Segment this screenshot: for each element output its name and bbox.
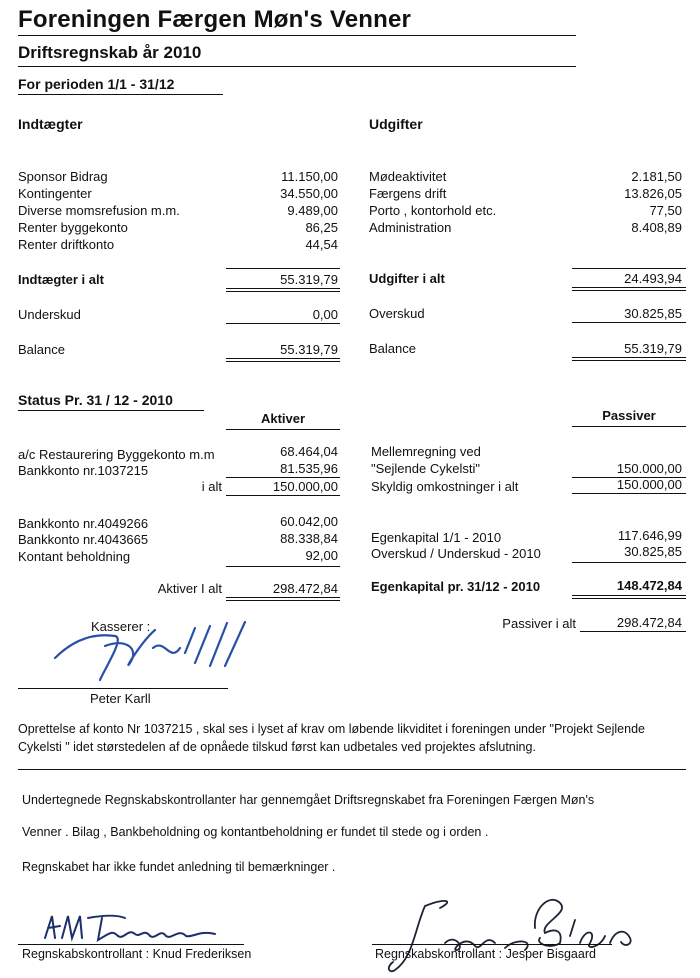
- liab-line1: Mellemregning ved: [371, 444, 481, 459]
- cashier-label: Kasserer :: [91, 619, 151, 634]
- expense-total-rule: [572, 268, 686, 269]
- income-heading: Indtægter: [18, 116, 83, 132]
- liab-line2-value: 150.000,00: [616, 461, 682, 476]
- income-item-value: 11.150,00: [281, 169, 338, 184]
- auditor1-signature: [40, 908, 230, 948]
- income-item-value: 34.550,00: [280, 186, 338, 201]
- expenses-heading: Udgifter: [369, 116, 423, 132]
- note-rule: [18, 769, 686, 770]
- income-item-label: Diverse momsrefusion m.m.: [18, 203, 180, 218]
- income-total-underline: [226, 288, 340, 292]
- audit-line3: Regnskabet har ikke fundet anledning til bemærkninger .: [22, 860, 336, 874]
- deficit-rule: [226, 323, 340, 324]
- liab-line3: Skyldig omkostninger i alt: [371, 479, 519, 494]
- income-balance-label: Balance: [18, 342, 65, 357]
- equity-total-underline: [572, 595, 686, 599]
- auditor1-sign-rule: [18, 944, 244, 945]
- income-item-label: Sponsor Bidrag: [18, 169, 108, 184]
- expense-item-value: 13.826,05: [624, 186, 682, 201]
- asset-item-label: Kontant beholdning: [18, 549, 131, 564]
- expense-balance-label: Balance: [369, 341, 416, 356]
- income-item-label: Renter byggekonto: [18, 220, 128, 235]
- assets-subtotal-underline: [226, 495, 340, 496]
- expense-total-underline: [572, 287, 686, 291]
- cashier-signature: [45, 608, 265, 688]
- income-item-label: Renter driftkonto: [18, 237, 115, 252]
- liab-total-label: Passiver i alt: [502, 616, 576, 631]
- liab-total-underline: [580, 631, 686, 632]
- period: For perioden 1/1 - 31/12: [18, 76, 175, 92]
- cashier-sign-rule: [18, 688, 228, 689]
- liab-line2: "Sejlende Cykelsti": [371, 461, 480, 476]
- surplus-rule: [572, 322, 686, 323]
- assets-total-label: Aktiver I alt: [157, 581, 222, 596]
- asset-item-value: 60.042,00: [280, 514, 338, 529]
- status-heading-rule: [18, 410, 204, 411]
- title-rule: [18, 66, 576, 67]
- auditor2-sign-rule: [372, 944, 612, 945]
- surplus-label: Overskud: [369, 306, 425, 321]
- asset-item-value: 81.535,96: [280, 461, 338, 476]
- asset-item-label: Bankkonto nr.4049266: [18, 516, 149, 531]
- expense-balance-underline: [572, 357, 686, 361]
- assets-subtotal-label: i alt: [201, 479, 222, 494]
- expense-item-value: 8.408,89: [631, 220, 682, 235]
- asset-item-label: a/c Restaurering Byggekonto m.m: [18, 447, 215, 462]
- equity-total-label: Egenkapital pr. 31/12 - 2010: [371, 579, 541, 594]
- cashier-name: Peter Karll: [90, 691, 151, 706]
- header-rule: [18, 35, 576, 36]
- expense-item-value: 77,50: [649, 203, 682, 218]
- expense-total-value: 24.493,94: [624, 271, 682, 286]
- asset-item-value: 92,00: [305, 548, 338, 563]
- liab-line3-value: 150.000,00: [616, 477, 682, 492]
- expense-balance-value: 55.319,79: [624, 341, 682, 356]
- liabilities-heading-rule: [572, 426, 686, 427]
- assets-total-underline: [226, 597, 340, 601]
- audit-line1: Undertegnede Regnskabskontrollanter har gennemgået Driftsregnskabet fra Foreningen Færgen Møn's: [22, 793, 595, 807]
- assets-total-value: 298.472,84: [272, 581, 338, 596]
- income-item-value: 86,25: [305, 220, 338, 235]
- deficit-value: 0,00: [312, 307, 338, 322]
- expense-item-label: Færgens drift: [369, 186, 447, 201]
- asset-item-value: 68.464,04: [280, 444, 338, 459]
- expense-item-label: Porto , kontorhold etc.: [369, 203, 497, 218]
- equity-total-rule: [572, 562, 686, 563]
- expense-item-label: Mødeaktivitet: [369, 169, 447, 184]
- income-total-value: 55.319,79: [280, 272, 338, 287]
- status-heading: Status Pr. 31 / 12 - 2010: [18, 392, 173, 408]
- period-rule: [18, 94, 223, 95]
- audit-line2: Venner . Bilag , Bankbeholdning og kontantbeholdning er fundet til stede og i orden .: [22, 825, 489, 839]
- report-title: Driftsregnskab år 2010: [18, 43, 202, 62]
- expense-item-label: Administration: [369, 220, 452, 235]
- equity-total-value: 148.472,84: [616, 578, 682, 593]
- liab-subtotal-underline: [572, 493, 686, 494]
- expense-item-value: 2.181,50: [631, 169, 682, 184]
- asset-item-label: Bankkonto nr.4043665: [18, 532, 149, 547]
- income-item-label: Kontingenter: [18, 186, 92, 201]
- asset-item-value: 88.338,84: [280, 531, 338, 546]
- auditor2-name: Regnskabskontrollant : Jesper Bisgaard: [375, 947, 596, 961]
- income-item-value: 9.489,00: [287, 203, 338, 218]
- income-balance-value: 55.319,79: [280, 342, 338, 357]
- org-name: Foreningen Færgen Møn's Venner: [18, 6, 412, 33]
- assets-subtotal-rule: [226, 477, 340, 478]
- expense-total-label: Udgifter i alt: [369, 271, 445, 286]
- assets-heading: Aktiver: [260, 411, 306, 426]
- income-balance-underline: [226, 358, 340, 362]
- liab-total-value: 298.472,84: [616, 615, 682, 630]
- income-total-rule: [226, 268, 340, 269]
- equity-item-value: 117.646,99: [617, 528, 682, 543]
- note-paragraph: Oprettelse af konto Nr 1037215 , skal ses i lyset af krav om løbende likviditet i foreningen under "Projekt Sejlende Cykelsti " idet størstedelen af de opnåede tilskud først kan udbetales ved projektes afslutning.: [18, 722, 645, 754]
- equity-item-label: Egenkapital 1/1 - 2010: [371, 530, 502, 545]
- auditor2-signature: [385, 888, 645, 978]
- equity-item-label: Overskud / Underskud - 2010: [371, 546, 541, 561]
- asset-item-label: Bankkonto nr.1037215: [18, 463, 149, 478]
- liabilities-heading: Passiver: [602, 408, 656, 423]
- auditor1-name: Regnskabskontrollant : Knud Frederiksen: [22, 947, 252, 961]
- income-item-value: 44,54: [305, 237, 338, 252]
- surplus-value: 30.825,85: [624, 306, 682, 321]
- assets-subtotal-value: 150.000,00: [272, 479, 338, 494]
- assets-total-rule: [226, 566, 340, 567]
- income-total-label: Indtægter i alt: [18, 272, 104, 287]
- equity-item-value: 30.825,85: [624, 544, 682, 559]
- assets-heading-rule: [226, 429, 340, 430]
- deficit-label: Underskud: [18, 307, 81, 322]
